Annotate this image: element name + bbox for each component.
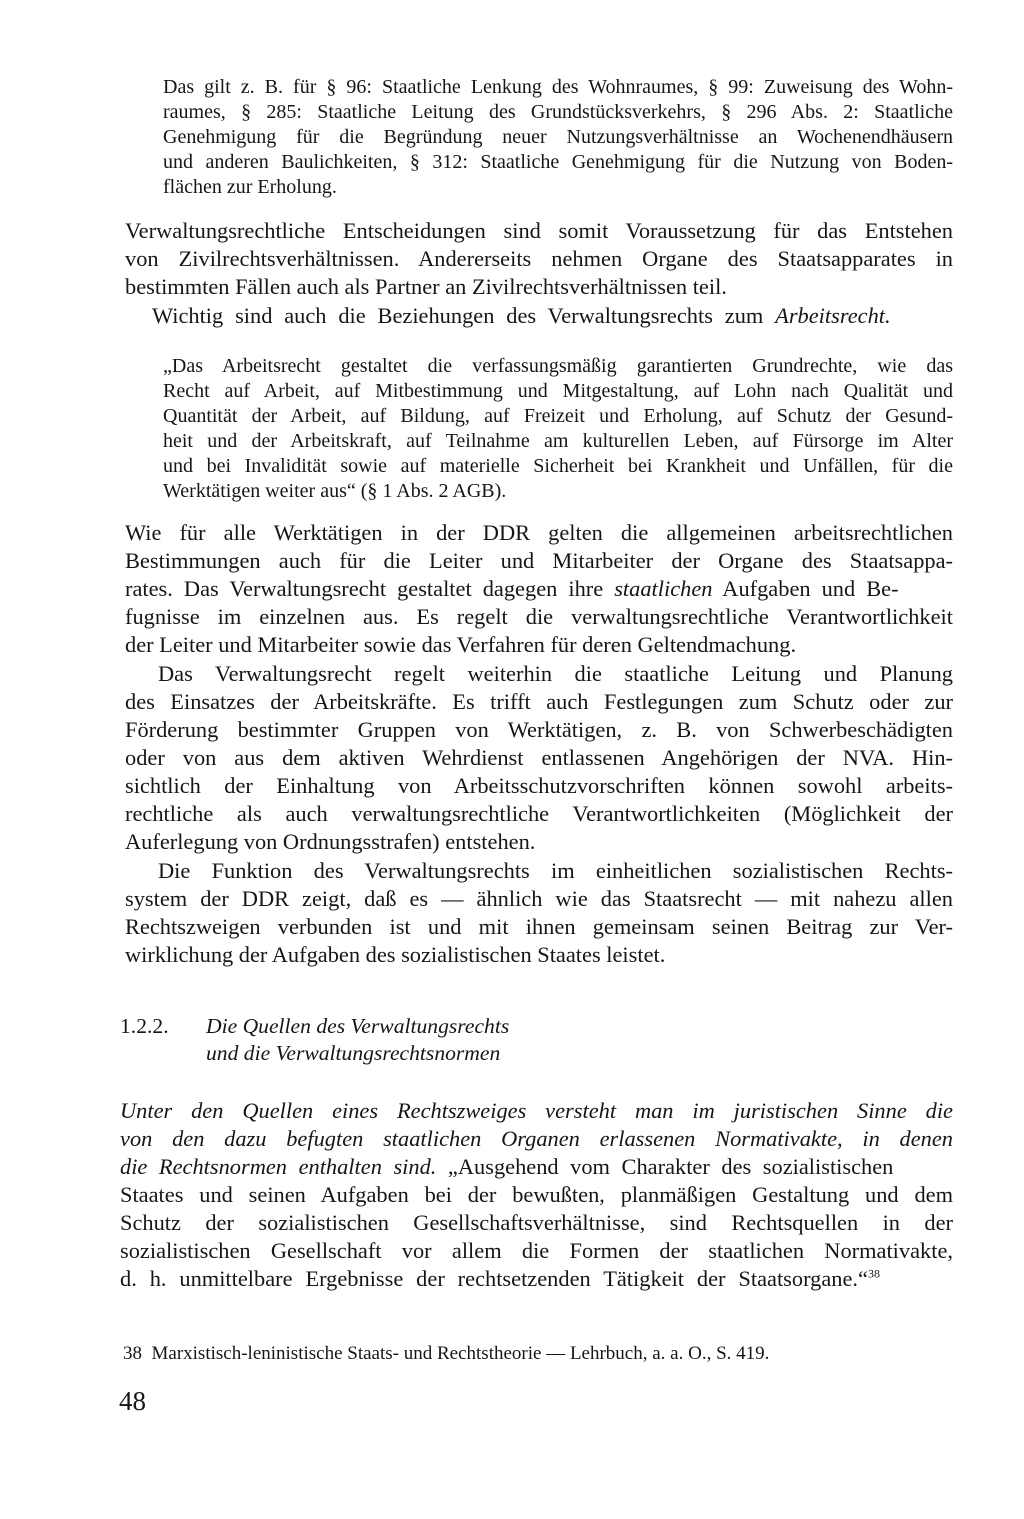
text-line xyxy=(120,1266,953,1292)
text-line: der Leiter und Mitarbeiter sowie das Verfahren für deren Geltendmachung. xyxy=(125,632,797,657)
text-line: oder von aus dem aktiven Wehrdienst entlassenen Angehörigen der NVA. Hin- xyxy=(125,745,953,770)
text-line: wirklichung der Aufgaben des sozialistischen Staates leistet. xyxy=(125,942,666,967)
text-line xyxy=(120,1154,953,1180)
text-line: bestimmten Fällen auch als Partner an Zivilrechtsverhältnissen teil. xyxy=(125,274,727,299)
text-line xyxy=(152,303,953,329)
text-line: Die Funktion des Verwaltungsrechts im einheitlichen sozialistischen Rechts- xyxy=(158,858,953,883)
text-line: fugnisse im einzelnen aus. Es regelt die verwaltungsrechtliche Verantwortlichkeit xyxy=(125,604,953,629)
text-line: heit und der Arbeitskraft, auf Teilnahme am kulturellen Leben, auf Fürsorge im Alter xyxy=(163,430,953,452)
footnote-reference: 38 xyxy=(867,1266,880,1281)
footnote xyxy=(123,1343,769,1365)
text-run: rates. Das Verwaltungsrecht gestaltet dagegen ihre xyxy=(125,576,615,601)
text-line: Wie für alle Werktätigen in der DDR gelten die allgemeinen arbeitsrechtlichen xyxy=(125,520,953,545)
page-number: 48 xyxy=(119,1386,146,1416)
text-line: raumes, § 285: Staatliche Leitung des Grundstücksverkehrs, § 296 Abs. 2: Staatliche xyxy=(163,101,953,123)
text-line: Schutz der sozialistischen Gesellschaftsverhältnisse, sind Rechtsquellen in der xyxy=(120,1210,953,1235)
text-line xyxy=(125,576,953,602)
text-run: Aufgaben und Be- xyxy=(712,576,899,601)
text-line: und anderen Baulichkeiten, § 312: Staatliche Genehmigung für die Nutzung von Boden- xyxy=(163,151,953,173)
text-line: Bestimmungen auch für die Leiter und Mitarbeiter der Organe des Staatsappa- xyxy=(125,548,953,573)
section-title-line: Die Quellen des Verwaltungsrechts xyxy=(206,1014,510,1038)
text-line: Staates und seinen Aufgaben bei der bewußten, planmäßigen Gestaltung und dem xyxy=(120,1182,953,1207)
text-line: sichtlich der Einhaltung von Arbeitsschutzvorschriften können sowohl arbeits- xyxy=(125,773,953,798)
text-line: „Das Arbeitsrecht gestaltet die verfassungsmäßig garantierten Grundrechte, wie das xyxy=(163,355,953,377)
text-line: sozialistischen Gesellschaft vor allem die Formen der staatlichen Normativakte, xyxy=(120,1238,953,1263)
text-line: Auferlegung von Ordnungsstrafen) entstehen. xyxy=(125,829,536,854)
section-number: 1.2.2. xyxy=(120,1014,169,1038)
text-run: d. h. unmittelbare Ergebnisse der rechtsetzenden Tätigkeit der Staatsorgane.“ xyxy=(120,1266,868,1291)
emphasis-text: staatlichen xyxy=(614,576,713,601)
footnote-text: Marxistisch-leninistische Staats- und Rechtstheorie — Lehrbuch, a. a. O., S. 419. xyxy=(151,1343,770,1364)
text-line: Das gilt z. B. für § 96: Staatliche Lenkung des Wohnraumes, § 99: Zuweisung des Wohn- xyxy=(163,76,953,98)
section-title-line: und die Verwaltungsrechtsnormen xyxy=(206,1041,501,1065)
text-run: Wichtig sind auch die Beziehungen des Verwaltungsrechts zum xyxy=(152,303,776,328)
text-line: und bei Invalidität sowie auf materielle Sicherheit bei Krankheit und Unfällen, für die xyxy=(163,455,953,477)
text-line: Recht auf Arbeit, auf Mitbestimmung und Mitgestaltung, auf Lohn nach Qualität und xyxy=(163,380,953,402)
text-line: des Einsatzes der Arbeitskräfte. Es trifft auch Festlegungen zum Schutz oder zur xyxy=(125,689,953,714)
text-line: Rechtszweigen verbunden ist und mit ihnen gemeinsam seinen Beitrag zur Ver- xyxy=(125,914,953,939)
text-line: Quantität der Arbeit, auf Bildung, auf Freizeit und Erholung, auf Schutz der Gesund- xyxy=(163,405,953,427)
emphasis-text: Arbeitsrecht. xyxy=(775,303,891,328)
text-run: „Ausgehend vom Charakter des sozialistischen xyxy=(436,1154,894,1179)
text-line: system der DDR zeigt, daß es — ähnlich wie das Staatsrecht — mit nahezu allen xyxy=(125,886,953,911)
footnote-number: 38 xyxy=(123,1343,142,1364)
text-line: flächen zur Erholung. xyxy=(163,176,337,198)
text-line: Förderung bestimmter Gruppen von Werktätigen, z. B. von Schwerbeschädigten xyxy=(125,717,953,742)
text-line: Verwaltungsrechtliche Entscheidungen sind somit Voraussetzung für das Entstehen xyxy=(125,218,953,243)
text-line: Das Verwaltungsrecht regelt weiterhin die staatliche Leitung und Planung xyxy=(158,661,953,686)
text-line: Genehmigung für die Begründung neuer Nutzungsverhältnisse an Wochenendhäusern xyxy=(163,126,953,148)
text-line: Werktätigen weiter aus“ (§ 1 Abs. 2 AGB). xyxy=(163,480,507,502)
text-line: Unter den Quellen eines Rechtszweiges versteht man im juristischen Sinne die xyxy=(120,1098,953,1123)
emphasis-text: die Rechtsnormen enthalten sind. xyxy=(120,1154,437,1179)
text-line: von Zivilrechtsverhältnissen. Andererseits nehmen Organe des Staatsapparates in xyxy=(125,246,953,271)
text-line: von den dazu befugten staatlichen Organen erlassenen Normativakte, in denen xyxy=(120,1126,953,1151)
text-line: rechtliche als auch verwaltungsrechtliche Verantwortlichkeiten (Möglichkeit der xyxy=(125,801,953,826)
